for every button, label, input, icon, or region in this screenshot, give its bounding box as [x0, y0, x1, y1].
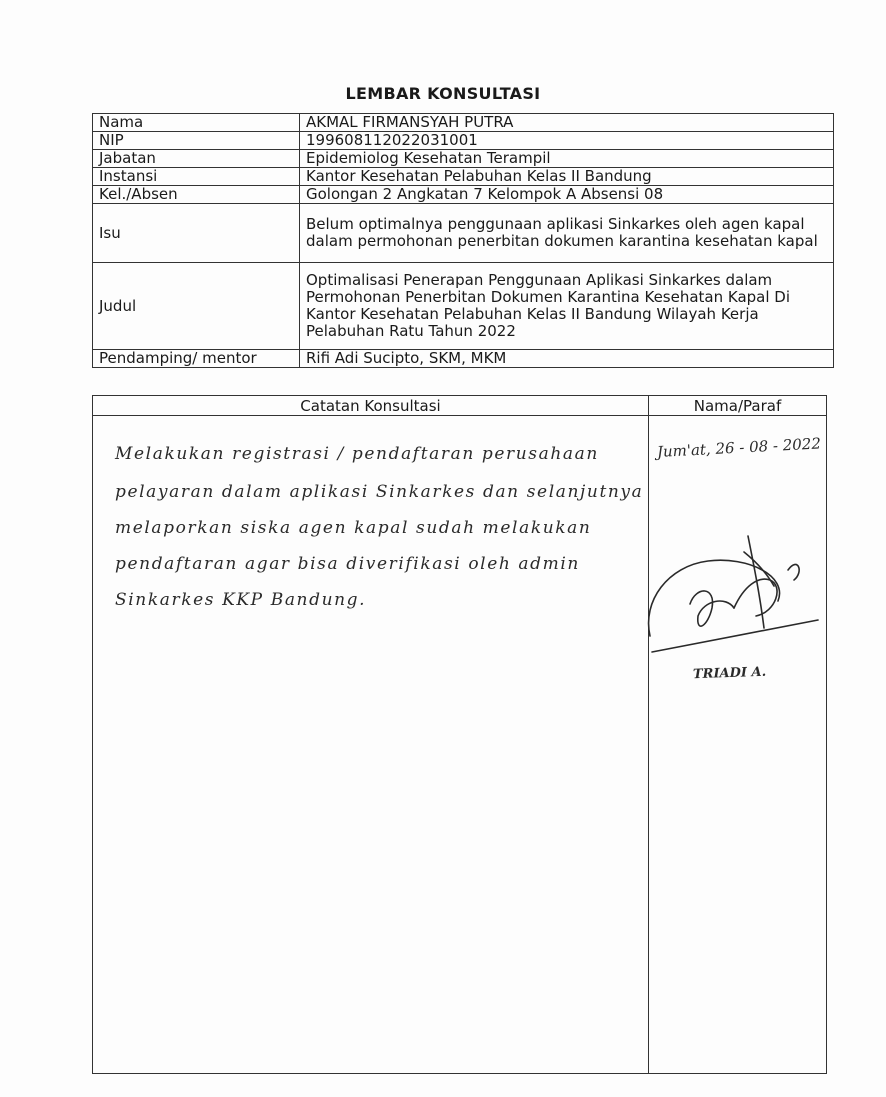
row-judul	[93, 263, 834, 350]
row-mentor	[93, 350, 834, 368]
sign-header: Nama/Paraf	[649, 396, 826, 416]
note-line: pelayaran dalam aplikasi Sinkarkes dan selanjutnya	[115, 482, 644, 502]
label-kel-absen: Kel./Absen	[93, 186, 300, 204]
label-jabatan: Jabatan	[93, 150, 300, 168]
note-line: Sinkarkes KKP Bandung.	[115, 590, 367, 610]
row-nama	[93, 114, 834, 132]
value-judul: Optimalisasi Penerapan Penggunaan Aplikasi Sinkarkes dalam Permohonan Penerbitan Dokumen Karantina Kesehatan Kapal Di Kantor Kesehatan Pelabuhan Kelas II Bandung Wilayah Kerja Pelabuhan Ratu Tahun 2022	[300, 263, 834, 350]
info-table	[92, 113, 834, 368]
label-isu: Isu	[93, 204, 300, 263]
signer-name: TRIADI A.	[692, 664, 767, 683]
row-isu	[93, 204, 834, 263]
consultation-box	[92, 395, 827, 1074]
label-nip: NIP	[93, 132, 300, 150]
value-kel-absen: Golongan 2 Angkatan 7 Kelompok A Absensi 08	[300, 186, 834, 204]
value-isu: Belum optimalnya penggunaan aplikasi Sinkarkes oleh agen kapal dalam permohonan penerbitan dokumen karantina kesehatan kapal	[300, 204, 834, 263]
label-mentor: Pendamping/ mentor	[93, 350, 300, 368]
column-divider	[648, 416, 649, 1073]
row-jabatan	[93, 150, 834, 168]
consultation-date: Jum'at, 26 - 08 - 2022	[656, 434, 822, 461]
value-instansi: Kantor Kesehatan Pelabuhan Kelas II Bandung	[300, 168, 834, 186]
note-line: melaporkan siska agen kapal sudah melakukan	[115, 518, 592, 538]
note-line: pendaftaran agar bisa diverifikasi oleh admin	[115, 554, 580, 574]
label-judul: Judul	[93, 263, 300, 350]
value-nip: 199608112022031001	[300, 132, 834, 150]
row-instansi	[93, 168, 834, 186]
value-nama: AKMAL FIRMANSYAH PUTRA	[300, 114, 834, 132]
row-kel-absen	[93, 186, 834, 204]
value-jabatan: Epidemiolog Kesehatan Terampil	[300, 150, 834, 168]
note-line: Melakukan registrasi / pendaftaran perusahaan	[115, 444, 599, 464]
page-title: LEMBAR KONSULTASI	[345, 84, 541, 103]
notes-header: Catatan Konsultasi	[93, 396, 649, 416]
row-nip	[93, 132, 834, 150]
value-mentor: Rifi Adi Sucipto, SKM, MKM	[300, 350, 834, 368]
label-instansi: Instansi	[93, 168, 300, 186]
label-nama: Nama	[93, 114, 300, 132]
signature-drawing	[638, 516, 828, 666]
